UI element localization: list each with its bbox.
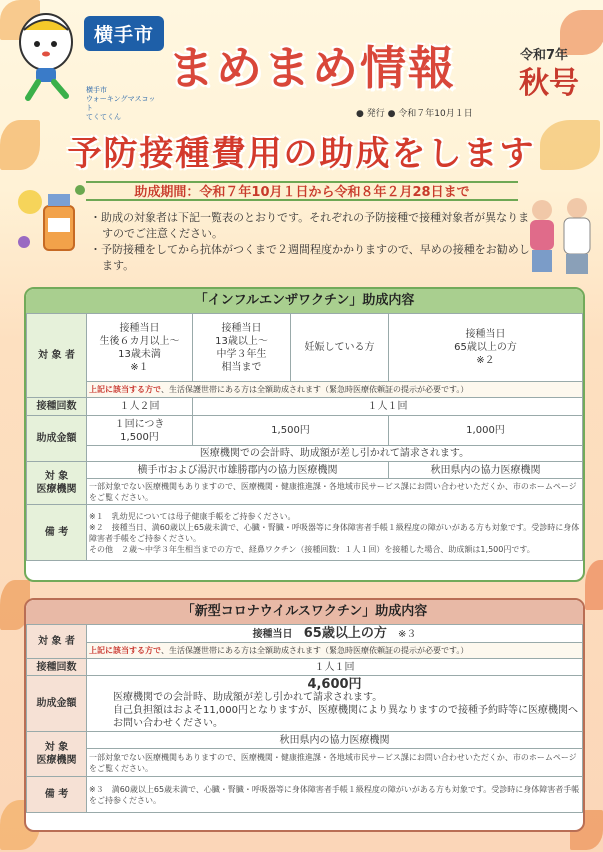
flu-institution-label-l2: 医療機関 xyxy=(36,484,77,495)
covid-remarks-row xyxy=(27,777,583,813)
intro-note: ・ 予防接種をしてから抗体がつくまで２週間程度かかりますので、早めの接種をお勧めします。 xyxy=(90,242,530,274)
flu-count-other: １人１回 xyxy=(193,398,583,416)
flu-amount-note: 医療機関での会計時、助成額が差し引かれて請求されます。 xyxy=(87,446,583,462)
covid-panel-title: 「新型コロナウイルスワクチン」助成内容 xyxy=(26,600,583,624)
covid-target-note-red: 上記に該当する方で xyxy=(89,646,161,655)
flu-target-note-row xyxy=(27,382,583,398)
flu-remarks-row xyxy=(27,505,583,561)
covid-institution: 秋田県内の協力医療機関 xyxy=(87,732,583,749)
mascot-illustration xyxy=(14,10,78,102)
flu-target-child-l4: ※１ xyxy=(130,361,149,373)
flu-amount-child xyxy=(87,416,193,446)
flu-remark: ※１ 乳幼児については母子健康手帳をご持参ください。 xyxy=(89,511,296,521)
flu-target-teen-l1: 接種当日 xyxy=(221,322,262,334)
covid-amount-note: 自己負担額はおよそ11,000円となりますが、医療機関により異なりますので接種予約時等に医療機関へお問い合わせください。 xyxy=(113,704,578,729)
mascot-caption-role: ウォーキングマスコット xyxy=(86,95,156,112)
flu-amount-label: 助成金額 xyxy=(27,416,87,462)
newsletter-title: まめまめ情報 xyxy=(168,41,456,95)
flu-table xyxy=(26,313,583,561)
flu-remark: その他 ２歳～中学３年生相当までの方で、経鼻ワクチン（接種回数：１人１回）を接種した場合、助成額は1,500円です。 xyxy=(89,544,535,554)
covid-amount-note: 医療機関での会計時、助成額が差し引かれて請求されます。 xyxy=(113,691,383,703)
mascot-caption-city: 横手市 xyxy=(86,86,107,94)
flu-amount-row xyxy=(27,416,583,446)
covid-amount-value: 4,600円 xyxy=(307,676,362,692)
issue-season: 秋号 xyxy=(519,66,579,101)
covid-remarks: ※３ 満60歳以上65歳未満で、心臓・腎臓・呼吸器等に身体障害者手帳１級程度の障がいがある方も対象です。受診時に身体障害者手帳をご持参ください。 xyxy=(87,777,583,813)
covid-amount-row xyxy=(27,676,583,732)
covid-institution-row xyxy=(27,732,583,749)
flu-count-label: 接種回数 xyxy=(27,398,87,416)
flu-target-teen xyxy=(193,314,291,382)
flu-institution-label-l1: 対 象 xyxy=(44,471,69,482)
flu-target-label: 対 象 者 xyxy=(27,314,87,398)
intro-note: ・ 助成の対象者は下記一覧表のとおりです。それぞれの予防接種で接種対象者が異なりますのでご注意ください。 xyxy=(90,210,530,242)
flu-institution-note: 一部対象でない医療機関もありますので、医療機関・健康推進課・各地域市民サービス課にお問い合わせいただくか、市のホームページをご覧ください。 xyxy=(87,479,583,505)
flu-amount-mid: 1,500円 xyxy=(193,416,389,446)
city-badge: 横手市 xyxy=(84,16,164,51)
mascot-caption xyxy=(86,86,156,122)
mascot-caption-name: てくてくん xyxy=(86,113,121,121)
vaccination-scene-icon xyxy=(522,190,597,278)
covid-target-l1: 接種当日 xyxy=(252,628,293,640)
flu-target-row xyxy=(27,314,583,382)
covid-institution-label xyxy=(27,732,87,777)
flu-panel-title: 「インフルエンザワクチン」助成内容 xyxy=(26,289,583,313)
covid-institution-note: 一部対象でない医療機関もありますので、医療機関・健康推進課・各地域市民サービス課にお問い合わせいただくか、市のホームページをご覧ください。 xyxy=(87,749,583,777)
covid-institution-note-row xyxy=(27,749,583,777)
covid-target xyxy=(87,625,583,643)
flu-institution-a: 横手市および湯沢市雄勝郡内の協力医療機関 xyxy=(87,462,389,479)
flu-target-teen-l2: 13歳以上～ xyxy=(215,335,268,347)
subsidy-period: 助成期間：令和７年10月１日から令和８年２月28日まで xyxy=(86,181,518,201)
flu-institution-label xyxy=(27,462,87,505)
flu-institution-row xyxy=(27,462,583,479)
flu-target-note-red: 上記に該当する方で xyxy=(89,385,161,394)
flu-target-child-l2: 生後６カ月以上～ xyxy=(99,335,180,347)
covid-target-note-rest: 、生活保護世帯にある方は全額助成されます（緊急時医療依頼証の提示が必要です。） xyxy=(161,646,469,655)
covid-amount-label: 助成金額 xyxy=(27,676,87,732)
covid-vaccine-panel xyxy=(24,598,585,832)
covid-institution-label-l1: 対 象 xyxy=(44,742,69,753)
covid-target-row xyxy=(27,625,583,643)
flu-count-row xyxy=(27,398,583,416)
leaf-decoration xyxy=(585,560,603,610)
covid-target-note-row xyxy=(27,643,583,659)
flu-target-senior-l3: ※２ xyxy=(476,355,495,366)
flu-amount-child-l1: １回につき xyxy=(114,418,165,430)
covid-table xyxy=(26,624,583,813)
flu-target-note xyxy=(87,382,583,398)
flu-vaccine-panel xyxy=(24,287,585,582)
flu-target-senior-l2: 65歳以上の方 xyxy=(454,342,517,353)
flu-target-pregnant: 妊娠している方 xyxy=(291,314,389,382)
covid-amount xyxy=(87,676,583,732)
issue-era: 令和7年 xyxy=(520,48,569,63)
covid-count-label: 接種回数 xyxy=(27,659,87,676)
flu-amount-child-l2: 1,500円 xyxy=(120,431,159,443)
covid-count-row xyxy=(27,659,583,676)
flu-target-note-rest: 、生活保護世帯にある方は全額助成されます（緊急時医療依頼証の提示が必要です。） xyxy=(161,385,469,394)
flu-remarks xyxy=(87,505,583,561)
intro-notes xyxy=(90,210,530,274)
covid-target-l2: 65歳以上の方 xyxy=(303,625,387,641)
flu-remark: ※２ 接種当日、満60歳以上65歳未満で、心臓・腎臓・呼吸器等に身体障害者手帳１級程度の障がいがある方も対象です。受診時に身体障害者手帳をご持参ください。 xyxy=(89,522,580,543)
flu-target-senior-l1: 接種当日 xyxy=(465,329,506,340)
covid-remarks-label: 備 考 xyxy=(27,777,87,813)
flu-target-child-l3: 13歳未満 xyxy=(118,348,161,360)
covid-institution-label-l2: 医療機関 xyxy=(36,755,77,766)
flu-target-child-l1: 接種当日 xyxy=(119,322,160,334)
covid-target-label: 対 象 者 xyxy=(27,625,87,659)
flu-amount-senior: 1,000円 xyxy=(389,416,583,446)
headline: 予防接種費用の助成をします xyxy=(67,134,536,174)
issue-date: ● 発行 ● 令和７年10月１日 xyxy=(356,109,473,119)
flu-target-teen-l3: 中学３年生 xyxy=(216,348,267,360)
covid-target-l3: ※３ xyxy=(398,628,417,640)
flu-institution-note-row xyxy=(27,479,583,505)
flu-institution-b: 秋田県内の協力医療機関 xyxy=(389,462,583,479)
vaccine-vial-icon xyxy=(16,180,88,260)
flu-target-child xyxy=(87,314,193,382)
flu-remarks-label: 備 考 xyxy=(27,505,87,561)
flu-count-child: １人２回 xyxy=(87,398,193,416)
flu-target-senior xyxy=(389,314,583,382)
flu-target-teen-l4: 相当まで xyxy=(221,361,262,373)
covid-count: １人１回 xyxy=(87,659,583,676)
flu-amount-note-row xyxy=(27,446,583,462)
covid-target-note xyxy=(87,643,583,659)
